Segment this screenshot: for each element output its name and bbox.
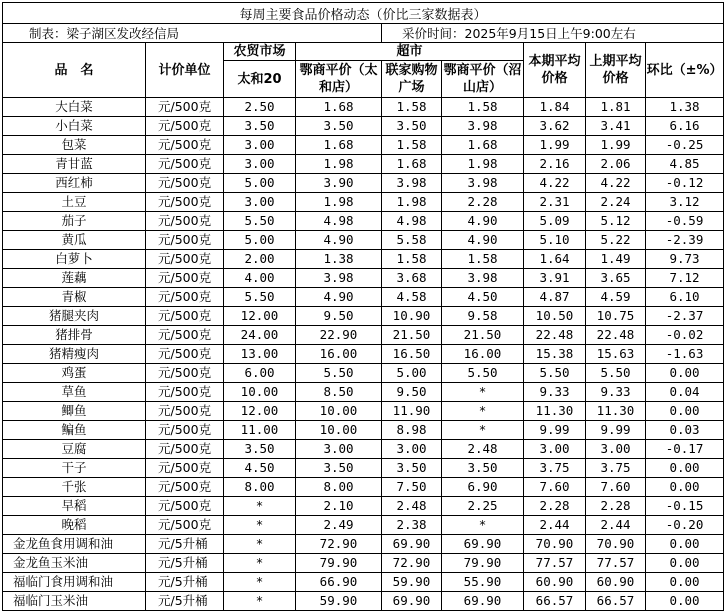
cell-sm-lianjia-price: 69.90 <box>382 592 442 611</box>
cell-unit: 元/5升桶 <box>146 573 224 592</box>
table-row <box>3 212 724 231</box>
cell-change: 9.73 <box>646 250 724 269</box>
cell-unit: 元/500克 <box>146 250 224 269</box>
header-avg-current: 本期平均价格 <box>524 43 586 98</box>
cell-avg-previous: 7.60 <box>586 478 646 497</box>
cell-change: 1.38 <box>646 98 724 117</box>
cell-unit: 元/5升桶 <box>146 535 224 554</box>
cell-change: -2.37 <box>646 307 724 326</box>
cell-sm-taihe-price: 4.90 <box>296 288 382 307</box>
table-row <box>3 307 724 326</box>
table-row <box>3 231 724 250</box>
table-row <box>3 535 724 554</box>
cell-sm-lianjia-price: 21.50 <box>382 326 442 345</box>
cell-avg-previous: 2.28 <box>586 497 646 516</box>
cell-unit: 元/500克 <box>146 174 224 193</box>
cell-sm-zhaoshan-price: 3.98 <box>442 269 524 288</box>
cell-market-price: 5.00 <box>224 174 296 193</box>
cell-change: -2.39 <box>646 231 724 250</box>
cell-change: 4.85 <box>646 155 724 174</box>
cell-change: 7.12 <box>646 269 724 288</box>
cell-sm-zhaoshan-price: 69.90 <box>442 592 524 611</box>
cell-change: 0.00 <box>646 364 724 383</box>
cell-market-price: 2.50 <box>224 98 296 117</box>
cell-sm-lianjia-price: 3.68 <box>382 269 442 288</box>
cell-name: 大白菜 <box>3 98 146 117</box>
cell-sm-taihe-price: 3.98 <box>296 269 382 288</box>
header-name: 品 名 <box>3 43 146 98</box>
cell-avg-current: 2.44 <box>524 516 586 535</box>
cell-avg-current: 22.48 <box>524 326 586 345</box>
cell-sm-lianjia-price: 16.50 <box>382 345 442 364</box>
cell-market-price: 24.00 <box>224 326 296 345</box>
header-unit: 计价单位 <box>146 43 224 98</box>
cell-avg-current: 70.90 <box>524 535 586 554</box>
cell-change: 0.00 <box>646 478 724 497</box>
cell-unit: 元/500克 <box>146 193 224 212</box>
cell-sm-lianjia-price: 2.38 <box>382 516 442 535</box>
price-table <box>2 2 724 611</box>
cell-sm-zhaoshan-price: 3.98 <box>442 174 524 193</box>
cell-change: -0.02 <box>646 326 724 345</box>
cell-sm-taihe-price: 4.90 <box>296 231 382 250</box>
cell-market-price: 5.50 <box>224 288 296 307</box>
cell-avg-current: 9.99 <box>524 421 586 440</box>
cell-change: 0.03 <box>646 421 724 440</box>
cell-avg-current: 1.64 <box>524 250 586 269</box>
cell-sm-taihe-price: 3.00 <box>296 440 382 459</box>
cell-avg-previous: 1.49 <box>586 250 646 269</box>
cell-unit: 元/500克 <box>146 421 224 440</box>
table-row <box>3 345 724 364</box>
table-row <box>3 155 724 174</box>
cell-change: 0.00 <box>646 573 724 592</box>
cell-sm-taihe-price: 1.68 <box>296 98 382 117</box>
cell-avg-current: 1.99 <box>524 136 586 155</box>
cell-market-price: * <box>224 497 296 516</box>
cell-sm-lianjia-price: 5.00 <box>382 364 442 383</box>
cell-avg-previous: 3.00 <box>586 440 646 459</box>
cell-avg-previous: 4.59 <box>586 288 646 307</box>
table-row <box>3 364 724 383</box>
cell-name: 福临门食用调和油 <box>3 573 146 592</box>
cell-avg-current: 2.28 <box>524 497 586 516</box>
cell-avg-previous: 66.57 <box>586 592 646 611</box>
cell-unit: 元/500克 <box>146 516 224 535</box>
cell-avg-current: 4.22 <box>524 174 586 193</box>
cell-name: 西红柿 <box>3 174 146 193</box>
cell-name: 猪精瘦肉 <box>3 345 146 364</box>
cell-sm-taihe-price: 1.68 <box>296 136 382 155</box>
cell-avg-previous: 4.22 <box>586 174 646 193</box>
cell-sm-taihe-price: 4.98 <box>296 212 382 231</box>
cell-name: 金龙鱼食用调和油 <box>3 535 146 554</box>
cell-sm-zhaoshan-price: 2.25 <box>442 497 524 516</box>
header-sm-lianjia: 联家购物广场 <box>382 61 442 98</box>
table-row <box>3 98 724 117</box>
cell-change: 0.00 <box>646 554 724 573</box>
cell-sm-lianjia-price: 3.00 <box>382 440 442 459</box>
cell-name: 早稻 <box>3 497 146 516</box>
cell-avg-current: 4.87 <box>524 288 586 307</box>
cell-market-price: 3.00 <box>224 155 296 174</box>
cell-sm-zhaoshan-price: * <box>442 421 524 440</box>
cell-name: 猪排骨 <box>3 326 146 345</box>
cell-sm-zhaoshan-price: 21.50 <box>442 326 524 345</box>
cell-avg-previous: 5.12 <box>586 212 646 231</box>
cell-sm-lianjia-price: 59.90 <box>382 573 442 592</box>
cell-avg-current: 5.50 <box>524 364 586 383</box>
cell-change: 0.00 <box>646 402 724 421</box>
cell-name: 草鱼 <box>3 383 146 402</box>
table-row <box>3 117 724 136</box>
cell-unit: 元/500克 <box>146 117 224 136</box>
cell-avg-previous: 3.41 <box>586 117 646 136</box>
cell-change: -1.63 <box>646 345 724 364</box>
cell-sm-zhaoshan-price: 1.68 <box>442 136 524 155</box>
cell-market-price: 2.00 <box>224 250 296 269</box>
cell-sm-zhaoshan-price: * <box>442 402 524 421</box>
table-row <box>3 421 724 440</box>
cell-sm-taihe-price: 10.00 <box>296 421 382 440</box>
cell-avg-previous: 2.44 <box>586 516 646 535</box>
cell-avg-current: 5.09 <box>524 212 586 231</box>
cell-market-price: 3.50 <box>224 117 296 136</box>
cell-name: 金龙鱼玉米油 <box>3 554 146 573</box>
cell-sm-zhaoshan-price: * <box>442 516 524 535</box>
cell-unit: 元/500克 <box>146 136 224 155</box>
cell-avg-previous: 9.33 <box>586 383 646 402</box>
header-sm-taihe: 鄂商平价（太和店） <box>296 61 382 98</box>
cell-change: 0.04 <box>646 383 724 402</box>
cell-sm-zhaoshan-price: * <box>442 383 524 402</box>
cell-name: 包菜 <box>3 136 146 155</box>
cell-market-price: 11.00 <box>224 421 296 440</box>
cell-sm-taihe-price: 8.50 <box>296 383 382 402</box>
cell-avg-current: 77.57 <box>524 554 586 573</box>
cell-avg-previous: 10.75 <box>586 307 646 326</box>
cell-sm-lianjia-price: 3.50 <box>382 459 442 478</box>
cell-market-price: * <box>224 554 296 573</box>
cell-unit: 元/500克 <box>146 307 224 326</box>
cell-market-price: 3.00 <box>224 136 296 155</box>
cell-unit: 元/500克 <box>146 440 224 459</box>
cell-name: 干子 <box>3 459 146 478</box>
cell-market-price: 3.00 <box>224 193 296 212</box>
table-row <box>3 326 724 345</box>
cell-unit: 元/5升桶 <box>146 554 224 573</box>
cell-sm-zhaoshan-price: 4.90 <box>442 212 524 231</box>
cell-avg-current: 11.30 <box>524 402 586 421</box>
cell-sm-lianjia-price: 9.50 <box>382 383 442 402</box>
cell-avg-current: 3.00 <box>524 440 586 459</box>
cell-avg-previous: 3.75 <box>586 459 646 478</box>
cell-market-price: 4.00 <box>224 269 296 288</box>
cell-change: -0.20 <box>646 516 724 535</box>
cell-sm-zhaoshan-price: 16.00 <box>442 345 524 364</box>
table-row <box>3 402 724 421</box>
cell-market-price: * <box>224 535 296 554</box>
cell-avg-current: 2.16 <box>524 155 586 174</box>
cell-market-price: 10.00 <box>224 383 296 402</box>
header-supermarket-group: 超市 <box>296 43 524 61</box>
cell-change: 6.10 <box>646 288 724 307</box>
cell-change: 0.00 <box>646 459 724 478</box>
cell-name: 土豆 <box>3 193 146 212</box>
cell-unit: 元/500克 <box>146 98 224 117</box>
cell-unit: 元/500克 <box>146 478 224 497</box>
cell-avg-previous: 2.06 <box>586 155 646 174</box>
cell-avg-current: 1.84 <box>524 98 586 117</box>
header-avg-previous: 上期平均价格 <box>586 43 646 98</box>
cell-sm-zhaoshan-price: 5.50 <box>442 364 524 383</box>
cell-sm-lianjia-price: 3.98 <box>382 174 442 193</box>
cell-sm-taihe-price: 72.90 <box>296 535 382 554</box>
cell-unit: 元/500克 <box>146 383 224 402</box>
table-row <box>3 516 724 535</box>
cell-name: 青甘蓝 <box>3 155 146 174</box>
cell-avg-current: 66.57 <box>524 592 586 611</box>
cell-change: -0.12 <box>646 174 724 193</box>
cell-sm-taihe-price: 22.90 <box>296 326 382 345</box>
cell-avg-previous: 60.90 <box>586 573 646 592</box>
cell-sm-zhaoshan-price: 1.58 <box>442 98 524 117</box>
cell-change: 6.16 <box>646 117 724 136</box>
cell-unit: 元/500克 <box>146 288 224 307</box>
cell-unit: 元/500克 <box>146 459 224 478</box>
cell-name: 鲫鱼 <box>3 402 146 421</box>
cell-sm-lianjia-price: 3.50 <box>382 117 442 136</box>
cell-name: 鳊鱼 <box>3 421 146 440</box>
cell-market-price: 8.00 <box>224 478 296 497</box>
cell-sm-zhaoshan-price: 4.90 <box>442 231 524 250</box>
cell-avg-current: 3.62 <box>524 117 586 136</box>
cell-avg-previous: 9.99 <box>586 421 646 440</box>
cell-avg-previous: 15.63 <box>586 345 646 364</box>
maker-label: 制表：梁子湖区发改经信局 <box>3 24 382 43</box>
cell-avg-current: 3.75 <box>524 459 586 478</box>
cell-market-price: 12.00 <box>224 402 296 421</box>
cell-unit: 元/500克 <box>146 345 224 364</box>
cell-sm-taihe-price: 3.50 <box>296 459 382 478</box>
cell-sm-zhaoshan-price: 2.28 <box>442 193 524 212</box>
cell-sm-lianjia-price: 10.90 <box>382 307 442 326</box>
cell-avg-previous: 1.99 <box>586 136 646 155</box>
cell-avg-previous: 1.81 <box>586 98 646 117</box>
header-market-group: 农贸市场 <box>224 43 296 61</box>
table-row <box>3 383 724 402</box>
cell-name: 小白菜 <box>3 117 146 136</box>
cell-name: 豆腐 <box>3 440 146 459</box>
cell-sm-lianjia-price: 2.48 <box>382 497 442 516</box>
cell-sm-taihe-price: 79.90 <box>296 554 382 573</box>
table-row <box>3 478 724 497</box>
cell-market-price: * <box>224 573 296 592</box>
cell-change: -0.17 <box>646 440 724 459</box>
cell-sm-lianjia-price: 5.58 <box>382 231 442 250</box>
cell-sm-zhaoshan-price: 9.58 <box>442 307 524 326</box>
cell-avg-previous: 77.57 <box>586 554 646 573</box>
cell-name: 猪腿夹肉 <box>3 307 146 326</box>
cell-unit: 元/500克 <box>146 212 224 231</box>
cell-market-price: 3.50 <box>224 440 296 459</box>
header-change: 环比（±%） <box>646 43 724 98</box>
table-row <box>3 269 724 288</box>
cell-sm-lianjia-price: 1.98 <box>382 193 442 212</box>
table-row <box>3 459 724 478</box>
cell-unit: 元/500克 <box>146 231 224 250</box>
cell-sm-lianjia-price: 8.98 <box>382 421 442 440</box>
cell-avg-current: 15.38 <box>524 345 586 364</box>
cell-sm-taihe-price: 59.90 <box>296 592 382 611</box>
cell-name: 黄瓜 <box>3 231 146 250</box>
table-row <box>3 573 724 592</box>
cell-sm-lianjia-price: 11.90 <box>382 402 442 421</box>
cell-change: -0.25 <box>646 136 724 155</box>
cell-sm-lianjia-price: 72.90 <box>382 554 442 573</box>
table-row <box>3 497 724 516</box>
cell-sm-taihe-price: 1.98 <box>296 155 382 174</box>
cell-sm-zhaoshan-price: 3.98 <box>442 117 524 136</box>
cell-name: 茄子 <box>3 212 146 231</box>
cell-market-price: 4.50 <box>224 459 296 478</box>
cell-sm-lianjia-price: 1.58 <box>382 98 442 117</box>
cell-sm-zhaoshan-price: 6.90 <box>442 478 524 497</box>
cell-sm-taihe-price: 2.49 <box>296 516 382 535</box>
cell-sm-taihe-price: 3.90 <box>296 174 382 193</box>
cell-change: -0.15 <box>646 497 724 516</box>
cell-unit: 元/500克 <box>146 364 224 383</box>
cell-avg-previous: 3.65 <box>586 269 646 288</box>
cell-market-price: 13.00 <box>224 345 296 364</box>
cell-sm-lianjia-price: 1.58 <box>382 136 442 155</box>
table-row <box>3 193 724 212</box>
cell-avg-previous: 70.90 <box>586 535 646 554</box>
cell-avg-current: 9.33 <box>524 383 586 402</box>
cell-avg-current: 5.10 <box>524 231 586 250</box>
cell-sm-zhaoshan-price: 1.58 <box>442 250 524 269</box>
cell-market-price: 5.00 <box>224 231 296 250</box>
cell-sm-zhaoshan-price: 3.50 <box>442 459 524 478</box>
cell-name: 福临门玉米油 <box>3 592 146 611</box>
cell-avg-current: 60.90 <box>524 573 586 592</box>
table-row <box>3 554 724 573</box>
cell-unit: 元/500克 <box>146 497 224 516</box>
cell-avg-previous: 22.48 <box>586 326 646 345</box>
cell-sm-zhaoshan-price: 1.98 <box>442 155 524 174</box>
table-row <box>3 174 724 193</box>
cell-market-price: 6.00 <box>224 364 296 383</box>
cell-name: 青椒 <box>3 288 146 307</box>
header-sm-zhaoshan: 鄂商平价（沼山店） <box>442 61 524 98</box>
table-row <box>3 136 724 155</box>
sample-time-label: 采价时间：2025年9月15日上午9:00左右 <box>382 24 724 43</box>
header-market-taihe: 太和20 <box>224 61 296 98</box>
cell-market-price: 5.50 <box>224 212 296 231</box>
cell-unit: 元/500克 <box>146 326 224 345</box>
cell-sm-taihe-price: 2.10 <box>296 497 382 516</box>
cell-sm-zhaoshan-price: 69.90 <box>442 535 524 554</box>
cell-sm-taihe-price: 10.00 <box>296 402 382 421</box>
cell-name: 白萝卜 <box>3 250 146 269</box>
cell-change: 0.00 <box>646 535 724 554</box>
cell-sm-lianjia-price: 69.90 <box>382 535 442 554</box>
cell-sm-taihe-price: 66.90 <box>296 573 382 592</box>
cell-sm-zhaoshan-price: 4.50 <box>442 288 524 307</box>
cell-avg-current: 10.50 <box>524 307 586 326</box>
table-row <box>3 288 724 307</box>
cell-market-price: * <box>224 592 296 611</box>
cell-sm-zhaoshan-price: 79.90 <box>442 554 524 573</box>
table-row <box>3 250 724 269</box>
table-row <box>3 440 724 459</box>
table-row <box>3 592 724 611</box>
cell-avg-previous: 11.30 <box>586 402 646 421</box>
cell-sm-zhaoshan-price: 2.48 <box>442 440 524 459</box>
cell-sm-taihe-price: 1.98 <box>296 193 382 212</box>
cell-sm-taihe-price: 8.00 <box>296 478 382 497</box>
cell-sm-taihe-price: 1.38 <box>296 250 382 269</box>
cell-sm-taihe-price: 3.50 <box>296 117 382 136</box>
cell-market-price: * <box>224 516 296 535</box>
cell-sm-zhaoshan-price: 55.90 <box>442 573 524 592</box>
cell-name: 莲藕 <box>3 269 146 288</box>
cell-sm-taihe-price: 5.50 <box>296 364 382 383</box>
cell-name: 千张 <box>3 478 146 497</box>
cell-sm-lianjia-price: 4.98 <box>382 212 442 231</box>
cell-sm-lianjia-price: 1.58 <box>382 250 442 269</box>
cell-change: -0.59 <box>646 212 724 231</box>
cell-unit: 元/5升桶 <box>146 592 224 611</box>
cell-avg-current: 7.60 <box>524 478 586 497</box>
cell-sm-lianjia-price: 4.58 <box>382 288 442 307</box>
cell-change: 3.12 <box>646 193 724 212</box>
cell-sm-lianjia-price: 7.50 <box>382 478 442 497</box>
cell-avg-current: 3.91 <box>524 269 586 288</box>
cell-sm-lianjia-price: 1.68 <box>382 155 442 174</box>
cell-change: 0.00 <box>646 592 724 611</box>
cell-unit: 元/500克 <box>146 402 224 421</box>
cell-name: 鸡蛋 <box>3 364 146 383</box>
cell-avg-current: 2.31 <box>524 193 586 212</box>
cell-sm-taihe-price: 16.00 <box>296 345 382 364</box>
cell-unit: 元/500克 <box>146 269 224 288</box>
cell-avg-previous: 5.22 <box>586 231 646 250</box>
cell-avg-previous: 5.50 <box>586 364 646 383</box>
cell-market-price: 12.00 <box>224 307 296 326</box>
cell-sm-taihe-price: 9.50 <box>296 307 382 326</box>
cell-avg-previous: 2.24 <box>586 193 646 212</box>
page-title: 每周主要食品价格动态（价比三家数据表） <box>3 3 724 24</box>
cell-unit: 元/500克 <box>146 155 224 174</box>
cell-name: 晚稻 <box>3 516 146 535</box>
